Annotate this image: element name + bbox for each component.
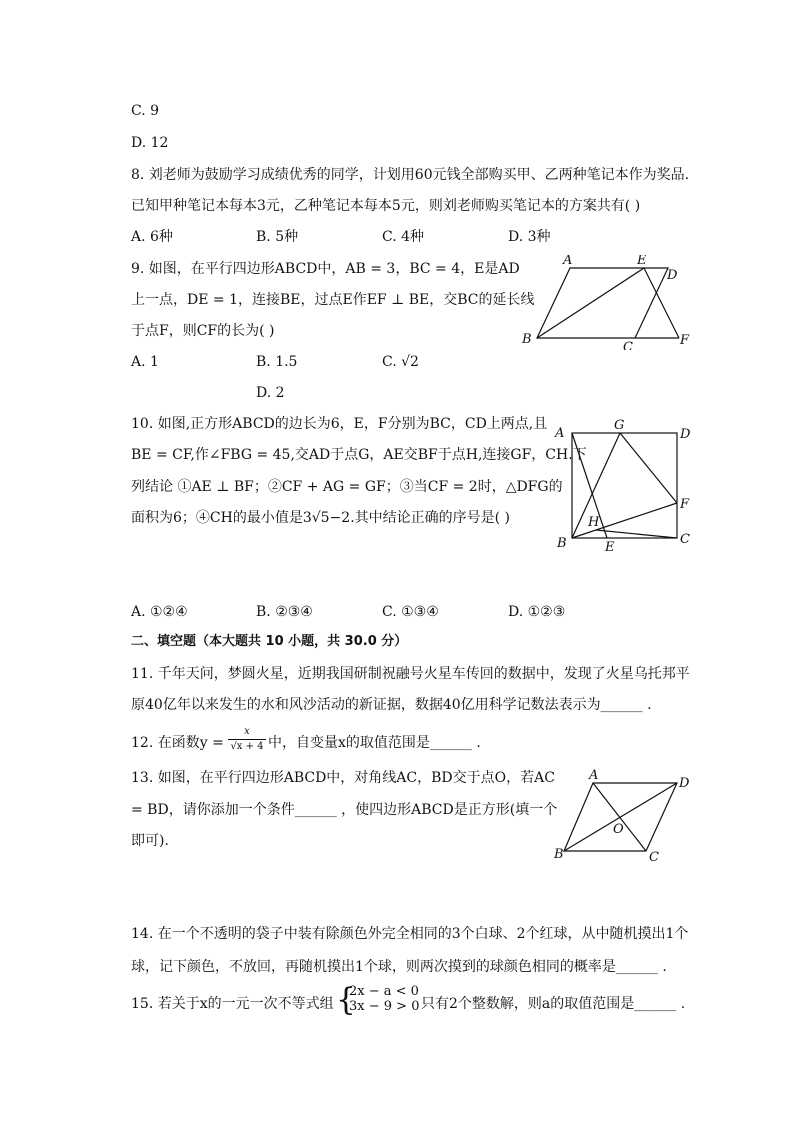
q9-label-b: B [522, 332, 532, 347]
q10-option-c: C. ①③④ [382, 604, 439, 620]
q9-option-a: A. 1 [131, 354, 159, 370]
q9-label-a: A [563, 255, 573, 268]
q8-option-a: A. 6种 [131, 229, 173, 245]
q8-option-c: C. 4种 [382, 229, 425, 245]
q12-fraction-bar [228, 739, 266, 740]
section-heading-fill-in: 二、填空题（本大题共 10 小题，共 30.0 分） [131, 634, 408, 649]
q10-option-d: D. ①②③ [508, 604, 566, 620]
q12-fraction-denominator: √x + 4 [230, 741, 264, 752]
q10-segment-gf [620, 433, 677, 503]
q15-inequality-1: 2x − a < 0 [349, 984, 419, 999]
q14-stem-line2: 球，记下颜色，不放回，再随机摸出1个球，则两次摸到的球颜色相同的概率是______ . [131, 959, 667, 975]
q11-stem-line1: 11. 千年天问，梦圆火星，近期我国研制祝融号火星车传回的数据中，发现了火星乌托邦平 [131, 666, 690, 682]
q10-label-f: F [680, 497, 690, 512]
q9-option-b: B. 1.5 [256, 354, 298, 370]
q15-stem-prefix: 15. 若关于x的一元一次不等式组 [131, 996, 334, 1012]
q13-label-c: C [649, 850, 659, 865]
q15-inequality-2: 3x − 9 > 0 [349, 999, 420, 1014]
q13-label-a: A [589, 768, 599, 783]
q10-stem-line1: 10. 如图,正方形ABCD的边长为6，E，F分别为BC，CD上两点,且 [131, 416, 548, 432]
q10-label-d: D [680, 427, 691, 442]
q8-option-b: B. 5种 [256, 229, 299, 245]
q10-stem-line2: BE = CF,作∠FBG = 45,交AD于点G，AE交BF于点H,连接GF，CH.下 [131, 447, 587, 463]
q10-label-h: H [588, 515, 600, 530]
q11-stem-line2: 原40亿年以来发生的水和风沙活动的新证据，数据40亿用科学记数法表示为______ . [131, 697, 652, 713]
q13-parallelogram-figure [545, 765, 695, 865]
q9-parallelogram-abcd [537, 268, 668, 338]
q13-label-o: O [613, 822, 624, 837]
q14-stem-line1: 14. 在一个不透明的袋子中装有除颜色外完全相同的3个白球、2个红球，从中随机摸出1个 [131, 926, 689, 942]
q10-segment-ch [596, 530, 677, 538]
q13-label-b: B [554, 847, 564, 862]
q12-stem-prefix: 12. 在函数y = [131, 735, 224, 751]
q9-stem-line1: 9. 如图，在平行四边形ABCD中，AB = 3，BC = 4，E是AD [131, 261, 520, 277]
q10-option-b: B. ②③④ [256, 604, 313, 620]
q12-fraction-numerator: x [244, 726, 250, 737]
q13-stem-line2: = BD，请你添加一个条件______ ，使四边形ABCD是正方形(填一个 [131, 802, 558, 818]
q15-left-brace: { [336, 982, 356, 1018]
q9-parallelogram-figure [515, 255, 700, 350]
q7-option-d: D. 12 [131, 135, 169, 151]
q8-option-d: D. 3种 [508, 229, 551, 245]
q10-stem-line3: 列结论 ①AE ⊥ BF；②CF + AG = GF；③当CF = 2时，△DFG的 [131, 479, 563, 495]
q10-label-a: A [555, 426, 565, 441]
q9-label-d: D [667, 268, 678, 283]
q10-label-e: E [605, 540, 615, 555]
q9-label-c: C [623, 340, 633, 350]
q13-stem-line3: 即可)． [131, 833, 179, 849]
q13-diagonal-bd [564, 783, 677, 851]
q10-square-figure [550, 416, 700, 556]
q7-option-c: C. 9 [131, 103, 160, 119]
q10-option-a: A. ①②④ [131, 604, 188, 620]
q9-label-e: E [637, 255, 647, 268]
q9-option-d: D. 2 [256, 385, 285, 401]
q9-option-c: C. √2 [382, 354, 419, 370]
q9-label-f: F [680, 333, 690, 348]
q13-stem-line1: 13. 如图，在平行四边形ABCD中，对角线AC，BD交于点O，若AC [131, 770, 555, 786]
q15-stem-suffix: 只有2个整数解，则a的取值范围是______ . [421, 996, 686, 1012]
q8-stem-line2: 已知甲种笔记本每本3元，乙种笔记本每本5元，则刘老师购买笔记本的方案共有( ) [131, 198, 641, 214]
q10-stem-line4: 面积为6；④CH的最小值是3√5−2.其中结论正确的序号是( ) [131, 510, 511, 526]
q10-label-c: C [680, 532, 690, 547]
q10-label-g: G [614, 418, 625, 433]
q13-label-d: D [679, 776, 690, 791]
q9-stem-line2: 上一点，DE = 1，连接BE，过点E作EF ⊥ BE，交BC的延长线 [131, 292, 535, 308]
q10-label-b: B [557, 536, 567, 551]
q8-stem-line1: 8. 刘老师为鼓励学习成绩优秀的同学，计划用60元钱全部购买甲、乙两种笔记本作为奖品. [131, 167, 690, 183]
q9-stem-line3: 于点F，则CF的长为( ) [131, 323, 275, 339]
q12-stem-suffix: 中，自变量x的取值范围是______ . [268, 735, 481, 751]
